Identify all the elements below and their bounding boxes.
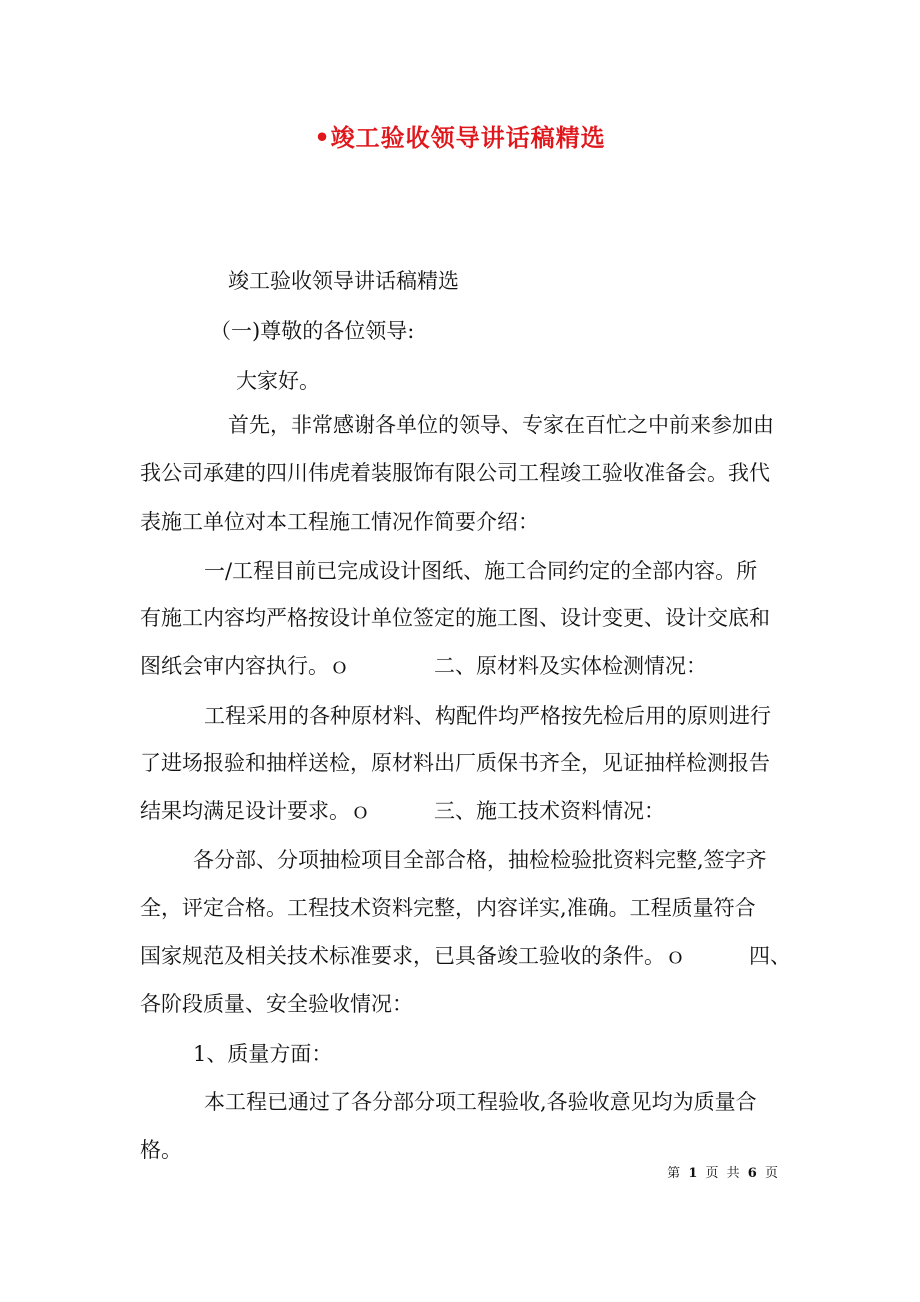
paragraph-line: 表施工单位对本工程施工情况作简要介绍： (140, 510, 539, 534)
paragraph-line: 我公司承建的四川伟虎着装服饰有限公司工程竣工验收准备会。我代 (140, 461, 770, 485)
paragraph-line: 首先，非常感谢各单位的领导、专家在百忙之中前来参加由 (228, 413, 774, 437)
paragraph-line: （一)尊敬的各位领导: (210, 319, 415, 343)
footer-label-page: 第 (667, 1166, 683, 1181)
footer-page-number: 1 (688, 1166, 700, 1181)
footer-total-pages: 6 (747, 1166, 759, 1181)
paragraph-line: 1、质量方面： (193, 1042, 333, 1066)
page-footer (667, 1162, 780, 1181)
paragraph-line: 大家好。 (236, 369, 320, 393)
paragraph-line: 格。 (140, 1138, 182, 1162)
document-title: •竣工验收领导讲话稿精选 (314, 123, 606, 152)
paragraph-line: 本工程已通过了各分部分项工程验收,各验收意见均为质量合 (204, 1090, 757, 1114)
paragraph-line: 各分部、分项抽检项目全部合格，抽检检验批资料完整,签字齐 (193, 848, 767, 872)
paragraph-line: 各阶段质量、安全验收情况： (140, 992, 413, 1016)
paragraph-line: 国家规范及相关技术标准要求，已具备竣工验收的条件。ｏ 四、 (140, 944, 791, 968)
footer-label-of: 页 共 (705, 1166, 742, 1181)
paragraph-line: 结果均满足设计要求。ｏ 三、施工技术资料情况： (140, 799, 665, 823)
footer-label-end: 页 (764, 1166, 780, 1181)
paragraph-line: 了进场报验和抽样送检，原材料出厂质保书齐全，见证抽样检测报告 (140, 751, 770, 775)
paragraph-line: 图纸会审内容执行。ｏ 二、原材料及实体检测情况： (140, 654, 707, 678)
paragraph-line: 全，评定合格。工程技术资料完整，内容详实,准确。工程质量符合 (140, 896, 756, 920)
paragraph-line: 有施工内容均严格按设计单位签定的施工图、设计变更、设计交底和 (140, 606, 770, 630)
paragraph-line: 工程采用的各种原材料、构配件均严格按先检后用的原则进行 (204, 704, 771, 728)
paragraph-line: 竣工验收领导讲话稿精选 (228, 269, 459, 293)
paragraph-line: 一/工程目前已完成设计图纸、施工合同约定的全部内容。所 (204, 559, 758, 583)
